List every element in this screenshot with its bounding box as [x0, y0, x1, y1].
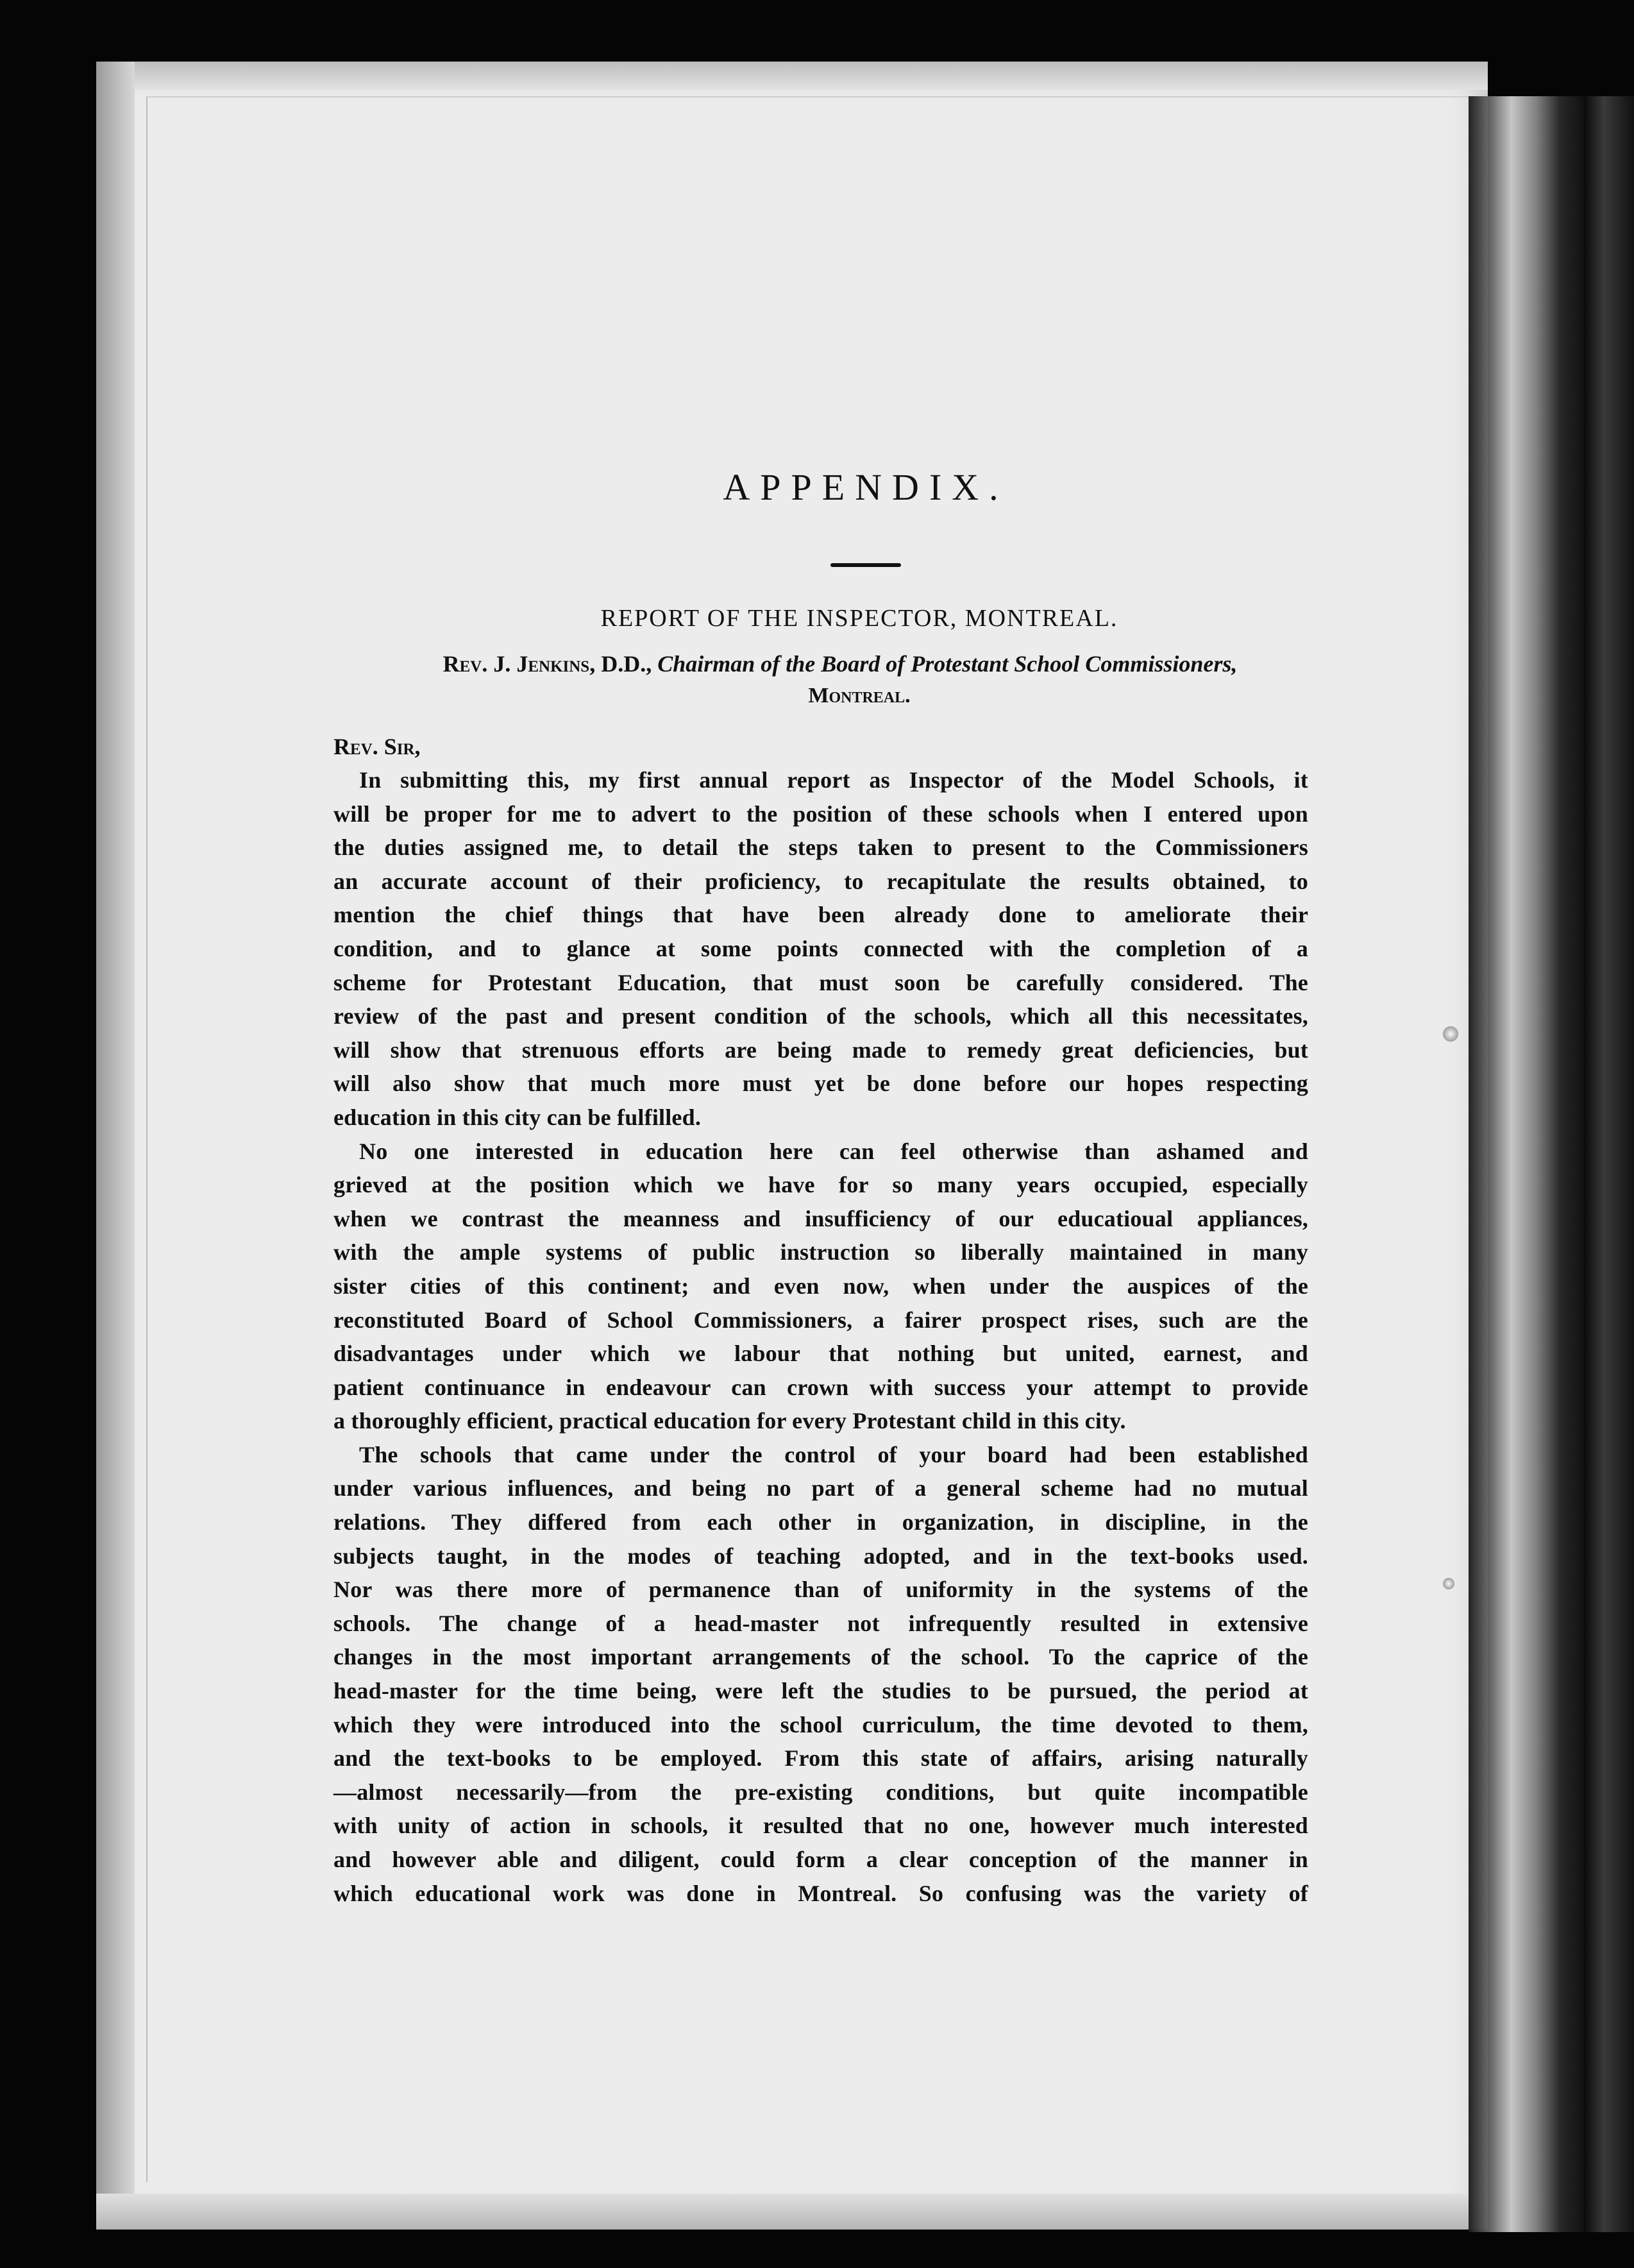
text-line: and the text-books to be employed. From this state of affairs, arising naturally	[333, 1745, 1308, 1772]
body-text	[333, 763, 1308, 1910]
text-line: with the ample systems of public instruction so liberally maintained in many	[333, 1239, 1308, 1265]
text-line: —almost necessarily—from the pre-existing conditions, but quite incompatible	[333, 1779, 1308, 1805]
text-line: will be proper for me to advert to the position of these schools when I entered upon	[333, 800, 1308, 827]
paragraph	[333, 1438, 1308, 1910]
salutation: Rev. Sir,	[333, 734, 421, 759]
text-line: subjects taught, in the modes of teaching adopted, and in the text-books used.	[333, 1543, 1308, 1569]
text-line: an accurate account of their proficiency, to recapitulate the results obtained, to	[333, 868, 1308, 894]
text-line: schools. The change of a head-master not infrequently resulted in extensive	[333, 1610, 1308, 1636]
addressee-name: Rev. J. Jenkins, D.D.,	[442, 651, 652, 677]
text-line: relations. They differed from each other in organization, in discipline, in the	[333, 1509, 1308, 1536]
text-line: and however able and diligent, could form a clear conception of the manner in	[333, 1847, 1308, 1872]
sheet-left-edge	[96, 62, 135, 2230]
text-line: when we contrast the meanness and insufficiency of our educatioual appliances,	[333, 1205, 1308, 1231]
text-line: the duties assigned me, to detail the steps taken to present to the Commissioners	[333, 834, 1308, 861]
text-line: The schools that came under the control of your board had been established	[359, 1441, 1308, 1468]
text-line: changes in the most important arrangements of the school. To the caprice of the	[333, 1644, 1308, 1670]
text-line: Nor was there more of permanence than of uniformity in the systems of the	[333, 1577, 1308, 1603]
text-line: scheme for Protestant Education, that must soon be carefully considered. The	[333, 969, 1308, 995]
sheet-top-edge	[96, 62, 1488, 90]
text-line: will also show that much more must yet be done before our hopes respecting	[333, 1071, 1308, 1097]
text-line: which they were introduced into the school curriculum, the time devoted to them,	[333, 1711, 1308, 1738]
title-rule	[830, 563, 901, 567]
text-line: In submitting this, my first annual report as Inspector of the Model Schools, it	[359, 767, 1308, 793]
text-line: mention the chief things that have been already done to ameliorate their	[333, 902, 1308, 928]
text-line: will show that strenuous efforts are being made to remedy great deficiencies, but	[333, 1037, 1308, 1063]
text-line: sister cities of this continent; and even now, when under the auspices of the	[333, 1273, 1308, 1299]
document-body	[333, 462, 1308, 1910]
text-line: patient continuance in endeavour can crown with success your attempt to provide	[333, 1374, 1308, 1400]
addressee	[333, 648, 1308, 680]
text-line: a thoroughly efficient, practical education for every Protestant child in this city.	[333, 1408, 1126, 1434]
text-line: reconstituted Board of School Commissioners, a fairer prospect rises, such are the	[333, 1307, 1308, 1333]
text-line: head-master for the time being, were left the studies to be pursued, the period at	[333, 1678, 1308, 1704]
report-title: REPORT OF THE INSPECTOR, MONTREAL.	[600, 605, 1118, 632]
text-line: with unity of action in schools, it resulted that no one, however much interested	[333, 1813, 1308, 1839]
text-line: review of the past and present condition of the schools, which all this necessitates,	[333, 1003, 1308, 1029]
binding-thread-icon	[1443, 1026, 1458, 1042]
text-line: No one interested in education here can feel otherwise than ashamed and	[359, 1138, 1308, 1164]
page-title: APPENDIX.	[723, 466, 1009, 508]
book-spine	[1584, 96, 1634, 2232]
addressee-city: Montreal.	[808, 684, 911, 707]
text-line: education in this city can be fulfilled.	[333, 1104, 702, 1130]
text-line: grieved at the position which we have for so many years occupied, especially	[333, 1172, 1308, 1198]
addressee-office: Chairman of the Board of Protestant School Commissioners,	[657, 651, 1238, 677]
paragraph	[333, 1135, 1308, 1438]
binding-thread-icon	[1443, 1578, 1454, 1589]
text-line: condition, and to glance at some points connected with the completion of a	[333, 935, 1308, 961]
paragraph	[333, 763, 1308, 1135]
text-line: under various influences, and being no part of a general scheme had no mutual	[333, 1475, 1308, 1502]
text-line: disadvantages under which we labour that nothing but united, earnest, and	[333, 1341, 1308, 1367]
book-binding	[1469, 96, 1590, 2232]
sheet-bottom-edge	[96, 2194, 1488, 2230]
text-line: which educational work was done in Montreal. So confusing was the variety of	[333, 1880, 1308, 1906]
